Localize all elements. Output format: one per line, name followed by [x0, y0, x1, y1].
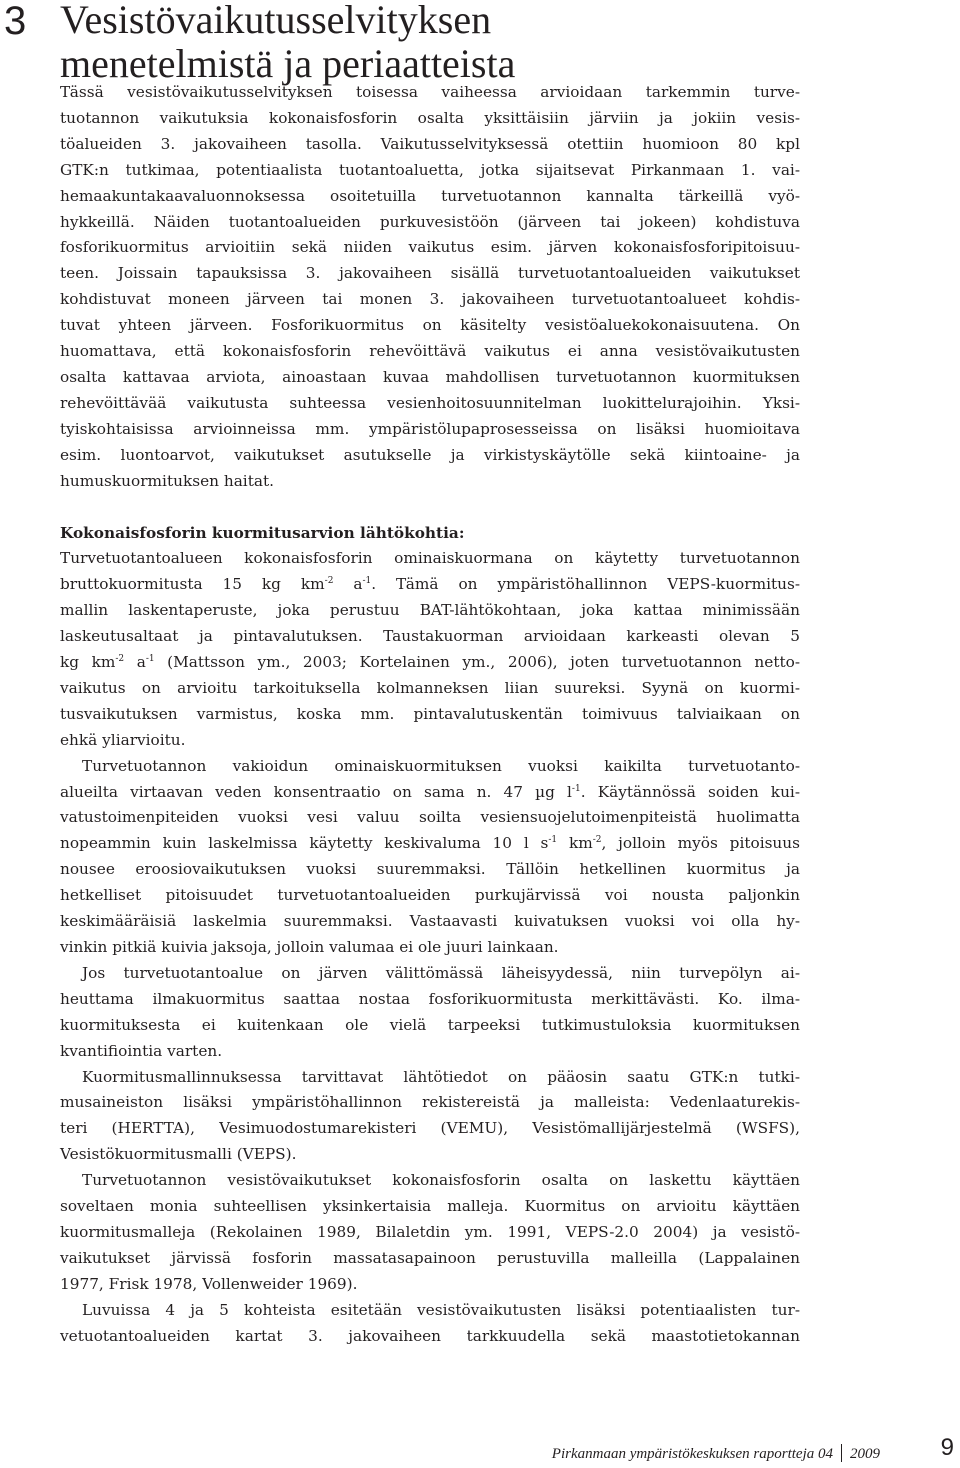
text-line: musaineiston lisäksi ympäristöhallinnon rekistereistä ja malleista: Vedenlaaturekis- — [60, 1093, 800, 1112]
paragraph-maps — [60, 1298, 800, 1350]
text-line — [60, 780, 800, 806]
text-line: vaikutus on arvioitu tarkoituksella kolmanneksen liian suureksi. Syynä on kuormi- — [60, 678, 800, 697]
text-fragment: nopeammin kuin laskelmissa käytetty keskivaluma 10 l s — [60, 834, 549, 853]
text-line: kuormituksesta ei kuitenkaan ole vielä tarpeeksi tutkimustuloksia kuormituksen — [60, 1015, 800, 1034]
text-line: GTK:n tutkimaa, potentiaalista tuotantoaluetta, jotka sijaitsevat Pirkanmaan 1. vai- — [60, 160, 800, 179]
chapter-title-line: Vesistövaikutusselvityksen — [60, 0, 492, 42]
text-line: keskimääräisiä laskelmia suuremmaksi. Vastaavasti kuivatuksen vuoksi voi olla hy- — [60, 912, 800, 931]
publication-year: 2009 — [850, 1446, 880, 1462]
text-line: vinkin pitkiä kuivia jaksoja, jolloin valumaa ei ole juuri lainkaan. — [60, 938, 559, 956]
text-fragment: a — [333, 575, 363, 594]
text-fragment: bruttokuormitusta 15 kg km — [60, 575, 325, 594]
text-line: tusvaikutuksen varmistus, koska mm. pintavalutuskentän toimivuus talviaikaan on — [60, 704, 800, 723]
text-line: teri (HERTTA), Vesimuodostumarekisteri (VEMU), Vesistömallijärjestelmä (WSFS), — [60, 1119, 800, 1138]
text-line: soveltaen monia suhteellisen yksinkertaisia malleja. Kuormitus on arvioitu käyttäen — [60, 1197, 800, 1216]
text-line: Luvuissa 4 ja 5 kohteista esitetään vesistövaikutusten lisäksi potentiaalisten tur- — [82, 1300, 800, 1319]
paragraph-input-data — [60, 1065, 800, 1169]
text-line — [60, 831, 800, 857]
paragraph-models — [60, 1168, 800, 1298]
body-text — [60, 80, 800, 1350]
text-line: hemaakuntakaavaluonnoksessa osoitetuilla turvetuotannon kannalta tärkeillä vyö- — [60, 186, 800, 205]
text-line: tyiskohtaisissa arvioinneissa mm. ympäristölupaprosesseissa on lisäksi huomioitava — [60, 419, 800, 438]
text-line: esim. luontoarvot, vaikutukset asutukselle ja virkistyskäytölle sekä kiintoaine- ja — [60, 445, 800, 464]
text-fragment: km — [557, 834, 593, 853]
text-line: vatustoimenpiteiden vuoksi vesi valuu soilta vesiensuojelutoimenpiteistä huolimatta — [60, 808, 800, 827]
text-line: humuskuormituksen haitat. — [60, 471, 274, 490]
text-line: 1977, Frisk 1978, Vollenweider 1969). — [60, 1274, 358, 1293]
text-line — [60, 572, 800, 598]
paragraph-loading-basis — [60, 546, 800, 753]
text-fragment: (Mattsson ym., 2003; Kortelainen ym., 2006), joten turvetuotannon netto- — [154, 653, 800, 672]
text-line: tuvat yhteen järveen. Fosforikuormitus on käsitelty vesistöaluekokonaisuutena. On — [60, 316, 800, 335]
text-line: laskeutusaltaat ja pintavalutuksen. Taustakuorman arvioidaan karkeasti olevan 5 — [60, 627, 800, 646]
text-line: Turvetuotannon vakioidun ominaiskuormituksen vuoksi kaikilta turvetuotanto- — [82, 756, 800, 775]
superscript: -2 — [115, 654, 125, 665]
superscript: -1 — [145, 654, 155, 665]
text-line — [60, 650, 800, 676]
text-line: Turvetuotannon vesistövaikutukset kokonaisfosforin osalta on laskettu käyttäen — [82, 1171, 800, 1190]
text-fragment: , jolloin myös pitoisuus — [601, 834, 800, 853]
text-line: heuttama ilmakuormitus saattaa nostaa fosforikuormitusta merkittävästi. Ko. ilma- — [60, 989, 800, 1008]
text-line: kvantifiointia varten. — [60, 1041, 223, 1060]
text-line: hykkeillä. Näiden tuotantoalueiden purkuvesistöön (järveen tai jokeen) kohdistuva — [60, 212, 800, 231]
text-line: tuotannon vaikutuksia kokonaisfosforin osalta yksittäisiin järviin ja jokiin vesis- — [60, 108, 800, 127]
superscript: -2 — [592, 835, 602, 846]
text-line: vetuotantoalueiden kartat 3. jakovaiheen tarkkuudella sekä maastotietokannan — [60, 1326, 800, 1345]
superscript: -1 — [362, 576, 372, 587]
text-fragment: . Käytännössä soiden kui- — [580, 782, 800, 801]
chapter-number: 3 — [4, 0, 27, 43]
text-line: huomattava, että kokonaisfosforin rehevöittävä vaikutus ei anna vesistövaikutusten — [60, 342, 800, 361]
page-number: 9 — [940, 1434, 954, 1461]
publication-title: Pirkanmaan ympäristökeskuksen raportteja 04 — [551, 1446, 833, 1462]
text-line: hetkelliset pitoisuudet turvetuotantoalueiden purkujärvissä voi nousta paljonkin — [60, 886, 800, 905]
footer-separator — [841, 1444, 842, 1462]
text-line: kohdistuvat moneen järveen tai monen 3. jakovaiheen turvetuotantoalueet kohdis- — [60, 290, 800, 309]
paragraph-airborne-loading — [60, 961, 800, 1065]
text-line: Kuormitusmallinnuksessa tarvittavat lähtötiedot on pääosin saatu GTK:n tutki- — [82, 1067, 800, 1086]
text-fragment: a — [124, 653, 146, 672]
text-line: ehkä yliarvioitu. — [60, 730, 186, 749]
superscript: -1 — [571, 783, 581, 794]
chapter-title — [60, 0, 940, 86]
text-line: mallin laskentaperuste, joka perustuu BAT-lähtökohtaan, joka kattaa minimissään — [60, 601, 800, 620]
text-fragment: . Tämä on ympäristöhallinnon VEPS-kuormitus- — [371, 575, 800, 594]
chapter-title-line: menetelmistä ja periaatteista — [60, 41, 516, 86]
superscript: -2 — [324, 576, 334, 587]
page-footer — [0, 1434, 960, 1468]
paragraph-concentration — [60, 754, 800, 961]
text-line: fosforikuormitus arvioitiin sekä niiden vaikutus esim. järven kokonaisfosforipitoisuu- — [60, 238, 800, 257]
text-line: teen. Joissain tapauksissa 3. jakovaiheen sisällä turvetuotantoalueiden vaikutukset — [60, 264, 800, 283]
text-line: kuormitusmalleja (Rekolainen 1989, Bilaletdin ym. 1991, VEPS-2.0 2004) ja vesistö- — [60, 1222, 800, 1241]
text-fragment: kg km — [60, 653, 116, 672]
text-line: Vesistökuormitusmalli (VEPS). — [60, 1145, 297, 1164]
intro-paragraph — [60, 80, 800, 495]
text-line: Jos turvetuotantoalue on järven välittömässä läheisyydessä, niin turvepölyn ai- — [82, 963, 800, 982]
text-line: vaikutukset järvissä fosforin massatasapainoon perustuvilla malleilla (Lappalainen — [60, 1248, 800, 1267]
text-line: Turvetuotantoalueen kokonaisfosforin ominaiskuormana on käytetty turvetuotannon — [60, 549, 800, 568]
text-line: rehevöittävää vaikutusta suhteessa vesienhoitosuunnitelman luokittelurajoihin. Yksi- — [60, 393, 800, 412]
section-heading — [60, 521, 800, 547]
footer-publication — [552, 1444, 880, 1463]
text-line: osalta kattavaa arviota, ainoastaan kuvaa mahdollisen turvetuotannon kuormituksen — [60, 367, 800, 386]
text-line: Tässä vesistövaikutusselvityksen toisessa vaiheessa arvioidaan tarkemmin turve- — [60, 83, 800, 101]
text-line: töalueiden 3. jakovaiheen tasolla. Vaikutusselvityksessä otettiin huomioon 80 kpl — [60, 134, 800, 153]
superscript: -1 — [548, 835, 558, 846]
section-heading-text: Kokonaisfosforin kuormitusarvion lähtökohtia: — [60, 523, 465, 542]
text-fragment: alueilta virtaavan veden konsentraatio on sama n. 47 µg l — [60, 782, 572, 801]
text-line: nousee eroosiovaikutuksen vuoksi suuremmaksi. Tällöin hetkellinen kuormitus ja — [60, 860, 800, 879]
